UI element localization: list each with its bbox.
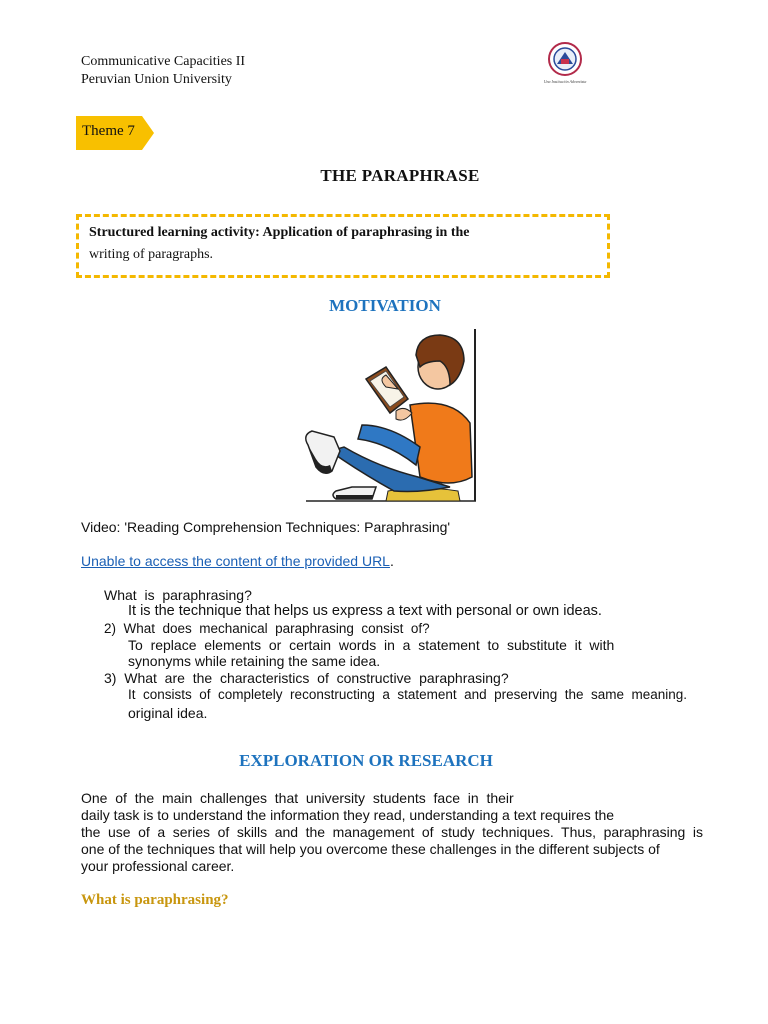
motivation-heading: MOTIVATION [329,296,441,315]
activity-normal-text: writing of paragraphs. [89,247,214,262]
link-suffix: . [389,553,394,569]
theme-tag-label: Theme 7 [82,123,135,139]
university-logo [540,40,590,86]
exploration-heading: EXPLORATION OR RESEARCH [239,751,493,770]
reading-boy-illustration [300,327,480,505]
exploration-line-2: daily task is to understand the information they read, understanding a text requires the [81,807,615,823]
question-1: What is paraphrasing? [104,587,252,603]
svg-text:Una Institución Adventista: Una Institución Adventista [543,79,587,84]
answer-1: It is the technique that helps us express a text with personal or own ideas. [128,603,602,619]
answer-3-line-1: It consists of completely reconstructing a statement and preserving the same meaning. [128,687,688,702]
video-link-line [81,553,394,570]
exploration-line-4: one of the techniques that will help you overcome these challenges in the different subjects of [81,841,660,857]
what-is-paraphrasing-heading: What is paraphrasing? [81,892,229,908]
video-link[interactable]: Unable to access the content of the provided URL [81,553,390,569]
exploration-line-1: One of the main challenges that university students face in their [81,790,514,806]
question-2: 2) What does mechanical paraphrasing consist of? [104,621,430,636]
university-name: Peruvian Union University [81,72,232,87]
answer-2-line-2: synonyms while retaining the same idea. [128,653,381,669]
activity-box [76,214,610,278]
video-label: Video: 'Reading Comprehension Techniques: Paraphrasing' [81,519,451,535]
activity-bold-text: Structured learning activity: Application of paraphrasing in the [89,225,470,240]
question-3: 3) What are the characteristics of constructive paraphrasing? [104,670,509,686]
answer-3-line-2: original idea. [128,705,208,721]
exploration-paragraph [81,790,703,875]
answer-2-line-1: To replace elements or certain words in a statement to substitute it with [128,637,615,653]
theme-tag [76,116,154,150]
course-name: Communicative Capacities II [81,54,246,69]
page-title: THE PARAPHRASE [320,166,480,185]
exploration-line-5: your professional career. [81,858,235,874]
exploration-line-3: the use of a series of skills and the management of study techniques. Thus, paraphrasing is [81,824,703,840]
